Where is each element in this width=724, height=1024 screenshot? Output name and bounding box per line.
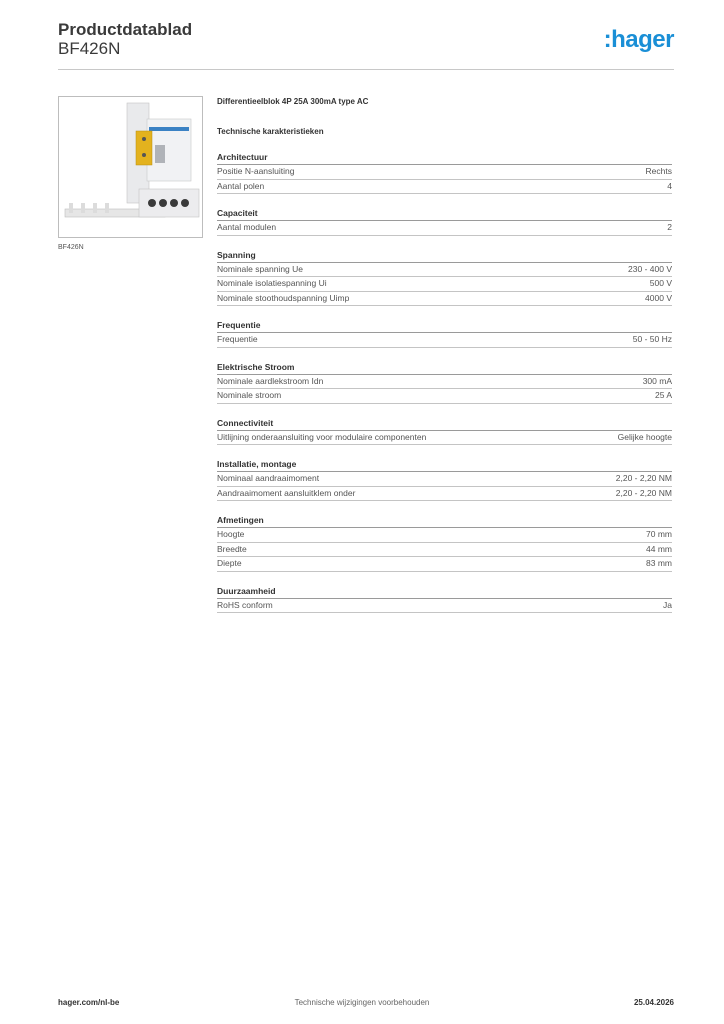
spec-group-title: Elektrische Stroom <box>217 361 672 375</box>
spec-group <box>217 151 672 194</box>
spec-group-title: Spanning <box>217 249 672 263</box>
spec-value: 4000 V <box>645 292 672 303</box>
spec-label: RoHS conform <box>217 599 273 610</box>
spec-label: Nominale spanning Ue <box>217 263 303 274</box>
spec-label: Nominale stoothoudspanning Uimp <box>217 292 350 303</box>
spec-label: Frequentie <box>217 334 258 344</box>
spec-row <box>217 263 672 278</box>
footer-date: 25.04.2026 <box>633 998 674 1007</box>
spec-row <box>217 431 672 446</box>
spec-row <box>217 292 672 307</box>
spec-row <box>217 375 672 390</box>
page-title: Productdatablad <box>58 20 193 39</box>
product-image <box>58 96 203 238</box>
spec-row <box>217 543 672 558</box>
spec-value: Gelijke hoogte <box>617 431 672 442</box>
spec-row <box>217 180 672 195</box>
spec-label: Aandraaimoment aansluitklem onder <box>217 487 356 498</box>
spec-group-title: Duurzaamheid <box>217 585 672 599</box>
spec-label: Aantal modulen <box>217 222 277 232</box>
spec-label: Aantal polen <box>217 180 265 191</box>
spec-row <box>217 333 672 348</box>
spec-row <box>217 487 672 502</box>
spec-group <box>217 361 672 404</box>
spec-row <box>217 165 672 180</box>
spec-group <box>217 319 672 348</box>
spec-value: 4 <box>667 180 672 191</box>
spec-label: Nominale isolatiespanning Ui <box>217 278 327 288</box>
spec-value: 83 mm <box>646 558 672 568</box>
spec-row <box>217 389 672 404</box>
spec-group-title: Connectiviteit <box>217 417 672 431</box>
spec-group <box>217 207 672 236</box>
spec-group-title: Installatie, montage <box>217 458 672 472</box>
spec-row <box>217 472 672 487</box>
spec-label: Hoogte <box>217 529 245 539</box>
spec-value: Rechts <box>645 166 672 176</box>
spec-row <box>217 528 672 543</box>
spec-value: Ja <box>663 599 672 610</box>
spec-row <box>217 599 672 614</box>
spec-label: Uitlijning onderaansluiting voor modulaire componenten <box>217 431 427 442</box>
spec-groups <box>217 151 672 613</box>
spec-group <box>217 458 672 501</box>
header-divider <box>58 69 674 70</box>
spec-group-title: Architectuur <box>217 151 672 165</box>
product-code: BF426N <box>58 39 121 58</box>
spec-value: 500 V <box>649 278 672 288</box>
spec-group <box>217 417 672 446</box>
spec-value: 230 - 400 V <box>628 263 672 274</box>
product-description: Differentieelblok 4P 25A 300mA type AC <box>217 97 369 106</box>
spec-label: Breedte <box>217 543 247 554</box>
spec-row <box>217 221 672 236</box>
spec-value: 44 mm <box>646 543 672 554</box>
image-caption: BF426N <box>58 244 84 251</box>
spec-group-title: Afmetingen <box>217 514 672 528</box>
spec-label: Nominale stroom <box>217 390 282 400</box>
spec-group <box>217 514 672 572</box>
spec-value: 2,20 - 2,20 NM <box>615 487 672 498</box>
spec-label: Nominale aardlekstroom Idn <box>217 375 324 386</box>
product-photo-illustration <box>59 97 202 237</box>
spec-label: Diepte <box>217 558 242 568</box>
spec-group <box>217 585 672 614</box>
spec-content <box>217 96 672 613</box>
spec-group-title: Capaciteit <box>217 207 672 221</box>
spec-value: 2 <box>667 222 672 232</box>
spec-row <box>217 277 672 292</box>
spec-value: 2,20 - 2,20 NM <box>615 473 672 483</box>
footer-site-link[interactable]: hager.com/nl-be <box>58 998 120 1007</box>
spec-value: 50 - 50 Hz <box>632 334 672 344</box>
spec-value: 25 A <box>654 390 672 400</box>
section-heading: Technische karakteristieken <box>217 127 324 136</box>
footer-note: Technische wijzigingen voorbehouden <box>294 998 430 1007</box>
brand-logo: :hager <box>603 26 674 53</box>
spec-group-title: Frequentie <box>217 319 672 333</box>
spec-value: 300 mA <box>642 375 672 386</box>
spec-group <box>217 249 672 307</box>
spec-label: Positie N-aansluiting <box>217 166 295 176</box>
spec-label: Nominaal aandraaimoment <box>217 473 320 483</box>
spec-value: 70 mm <box>646 529 672 539</box>
spec-row <box>217 557 672 572</box>
